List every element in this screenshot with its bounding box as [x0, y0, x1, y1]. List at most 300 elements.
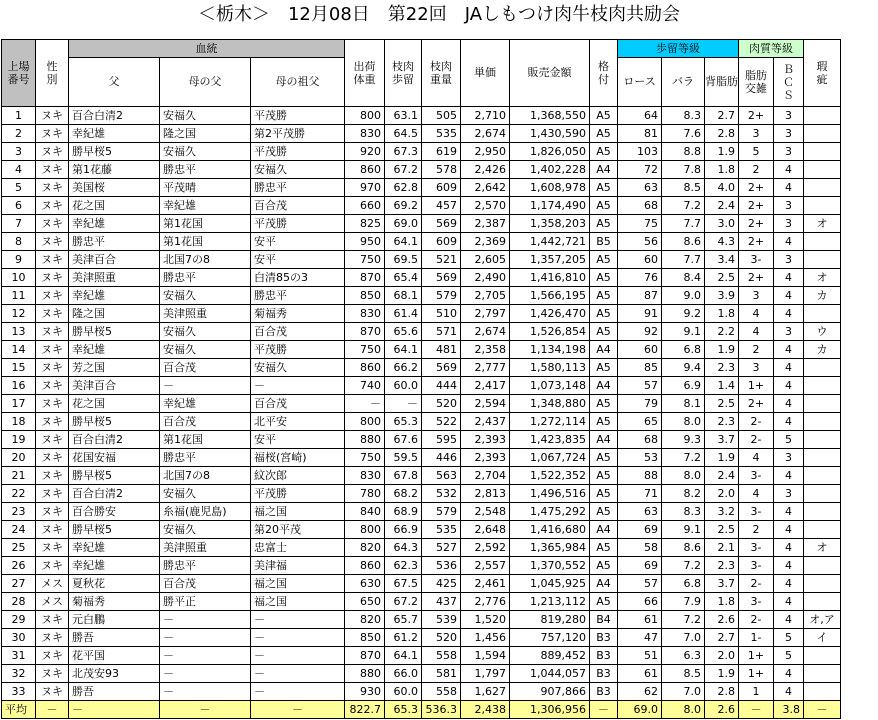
- cell-fat: 2.7: [705, 629, 739, 647]
- cell-father: 百合白清2: [69, 107, 160, 125]
- cell-father: 幸紀雄: [69, 287, 160, 305]
- cell-sex: ヌキ: [36, 431, 69, 449]
- cell-marbling: 3-: [739, 557, 774, 575]
- cell-mfather: 第1花国: [160, 233, 251, 251]
- cell-sex: ヌキ: [36, 143, 69, 161]
- col-header-bcs: Ｂ Ｃ Ｓ: [774, 58, 804, 107]
- cell-unit-price: 2,705: [461, 287, 510, 305]
- cell-mfather: 北国7の8: [160, 467, 251, 485]
- cell-bcs: 3: [774, 449, 804, 467]
- average-cell-bcs: 3.8: [774, 701, 804, 719]
- cell-no: 12: [2, 305, 36, 323]
- cell-carcass: 539: [422, 611, 461, 629]
- col-header-mgfather: 母の祖父: [251, 58, 345, 107]
- average-cell-loin: 69.0: [618, 701, 662, 719]
- average-cell-father: －: [69, 701, 160, 719]
- cell-unit-price: 2,592: [461, 539, 510, 557]
- cell-weight: 800: [345, 107, 385, 125]
- cell-mgfather: －: [251, 611, 345, 629]
- cell-carcass: 569: [422, 215, 461, 233]
- cell-bcs: 4: [774, 377, 804, 395]
- cell-bcs: 4: [774, 287, 804, 305]
- cell-sex: ヌキ: [36, 629, 69, 647]
- cell-carcass: 520: [422, 629, 461, 647]
- cell-sex: ヌキ: [36, 161, 69, 179]
- cell-sex: ヌキ: [36, 377, 69, 395]
- average-cell-carcass: 536.3: [422, 701, 461, 719]
- cell-sex: ヌキ: [36, 665, 69, 683]
- cell-carcass: 444: [422, 377, 461, 395]
- cell-marbling: 2+: [739, 197, 774, 215]
- col-header-carcass: 枝肉 重量: [422, 40, 461, 107]
- cell-grade: A5: [590, 467, 618, 485]
- cell-sex: ヌキ: [36, 107, 69, 125]
- cell-weight: 860: [345, 557, 385, 575]
- cell-sales: 1,213,112: [510, 593, 590, 611]
- cell-marbling: 4: [739, 305, 774, 323]
- cell-unit-price: 1,797: [461, 665, 510, 683]
- cell-sex: メス: [36, 593, 69, 611]
- cell-weight: 825: [345, 215, 385, 233]
- cell-mfather: －: [160, 647, 251, 665]
- cell-sales: 1,358,203: [510, 215, 590, 233]
- cell-unit-price: 2,710: [461, 107, 510, 125]
- cell-mgfather: －: [251, 683, 345, 701]
- cell-mfather: 勝忠平: [160, 557, 251, 575]
- cell-father: 勝吾: [69, 683, 160, 701]
- cell-no: 33: [2, 683, 36, 701]
- cell-mgfather: 菊福秀: [251, 305, 345, 323]
- cell-carcass: 521: [422, 251, 461, 269]
- cell-loin: 85: [618, 359, 662, 377]
- cell-fat: 4.0: [705, 179, 739, 197]
- cell-sales: 1,044,057: [510, 665, 590, 683]
- table-row: [2, 611, 841, 629]
- cell-sales: 1,580,113: [510, 359, 590, 377]
- cell-defect: [804, 107, 841, 125]
- cell-unit-price: 2,393: [461, 431, 510, 449]
- cell-carcass: 457: [422, 197, 461, 215]
- cell-no: 10: [2, 269, 36, 287]
- cell-unit-price: 2,642: [461, 179, 510, 197]
- table-row: [2, 575, 841, 593]
- cell-grade: B3: [590, 665, 618, 683]
- cell-yield: 63.1: [385, 107, 422, 125]
- cell-sales: 1,566,195: [510, 287, 590, 305]
- cell-carcass: 527: [422, 539, 461, 557]
- average-cell-unit-price: 2,438: [461, 701, 510, 719]
- cell-loin: 47: [618, 629, 662, 647]
- cell-fat: 1.9: [705, 143, 739, 161]
- cell-unit-price: 1,627: [461, 683, 510, 701]
- cell-rib: 8.6: [662, 539, 705, 557]
- cell-marbling: 3: [739, 125, 774, 143]
- cell-marbling: 3-: [739, 467, 774, 485]
- cell-father: 幸紀雄: [69, 539, 160, 557]
- cell-mfather: －: [160, 683, 251, 701]
- cell-marbling: 2+: [739, 269, 774, 287]
- table-row: [2, 467, 841, 485]
- cell-marbling: 3-: [739, 593, 774, 611]
- cell-unit-price: 2,776: [461, 593, 510, 611]
- cell-yield: 65.7: [385, 611, 422, 629]
- cell-mfather: 勝平正: [160, 593, 251, 611]
- cell-mgfather: 第2平茂勝: [251, 125, 345, 143]
- cell-father: 勝早桜5: [69, 413, 160, 431]
- cell-carcass: 571: [422, 323, 461, 341]
- average-cell-weight: 822.7: [345, 701, 385, 719]
- cell-no: 23: [2, 503, 36, 521]
- cell-rib: 7.2: [662, 197, 705, 215]
- cell-mgfather: 平茂勝: [251, 107, 345, 125]
- cell-weight: －: [345, 395, 385, 413]
- cell-marbling: 1-: [739, 629, 774, 647]
- cell-bcs: 4: [774, 341, 804, 359]
- cell-mfather: 百合茂: [160, 359, 251, 377]
- cell-sex: ヌキ: [36, 179, 69, 197]
- cell-father: 幸紀雄: [69, 215, 160, 233]
- cell-defect: [804, 431, 841, 449]
- table-row: [2, 449, 841, 467]
- cell-fat: 4.3: [705, 233, 739, 251]
- cell-mfather: 幸紀雄: [160, 395, 251, 413]
- cell-father: 花平国: [69, 647, 160, 665]
- cell-grade: A5: [590, 125, 618, 143]
- cell-father: 勝早桜5: [69, 521, 160, 539]
- cell-mfather: 百合茂: [160, 413, 251, 431]
- cell-father: 美津百合: [69, 377, 160, 395]
- cell-mgfather: 安平: [251, 251, 345, 269]
- cell-yield: 64.1: [385, 341, 422, 359]
- cell-weight: 820: [345, 539, 385, 557]
- cell-fat: 2.3: [705, 413, 739, 431]
- cell-bcs: 4: [774, 395, 804, 413]
- cell-sex: ヌキ: [36, 269, 69, 287]
- cell-father: 幸紀雄: [69, 125, 160, 143]
- cell-sales: 1,067,724: [510, 449, 590, 467]
- cell-fat: 3.7: [705, 431, 739, 449]
- cell-bcs: 5: [774, 647, 804, 665]
- cell-unit-price: 2,387: [461, 215, 510, 233]
- cell-rib: 7.0: [662, 683, 705, 701]
- cell-sales: 1,368,550: [510, 107, 590, 125]
- cell-sales: 757,120: [510, 629, 590, 647]
- table-row: [2, 413, 841, 431]
- cell-bcs: 3: [774, 197, 804, 215]
- cell-rib: 8.5: [662, 179, 705, 197]
- col-header-sex: 性 別: [36, 40, 69, 107]
- cell-loin: 76: [618, 269, 662, 287]
- cell-unit-price: 2,674: [461, 323, 510, 341]
- cell-weight: 870: [345, 269, 385, 287]
- cell-yield: 69.2: [385, 197, 422, 215]
- cell-mfather: 安福久: [160, 323, 251, 341]
- col-header-yield: 枝肉 歩留: [385, 40, 422, 107]
- cell-rib: 9.2: [662, 305, 705, 323]
- cell-sales: 1,526,854: [510, 323, 590, 341]
- cell-mgfather: 安平: [251, 431, 345, 449]
- cell-no: 17: [2, 395, 36, 413]
- cell-mgfather: 百合茂: [251, 323, 345, 341]
- cell-yield: 65.4: [385, 269, 422, 287]
- cell-yield: 61.4: [385, 305, 422, 323]
- cell-father: 勝忠平: [69, 233, 160, 251]
- cell-father: 第1花藤: [69, 161, 160, 179]
- cell-unit-price: 2,797: [461, 305, 510, 323]
- cell-defect: [804, 503, 841, 521]
- cell-grade: B3: [590, 629, 618, 647]
- cell-yield: 68.1: [385, 287, 422, 305]
- cell-rib: 8.4: [662, 269, 705, 287]
- cell-rib: 7.2: [662, 449, 705, 467]
- cell-sex: ヌキ: [36, 215, 69, 233]
- cell-carcass: 535: [422, 521, 461, 539]
- cell-grade: A5: [590, 107, 618, 125]
- cell-mfather: 美津照重: [160, 305, 251, 323]
- cell-grade: A5: [590, 395, 618, 413]
- cell-loin: 79: [618, 395, 662, 413]
- cell-fat: 2.8: [705, 125, 739, 143]
- cell-grade: A5: [590, 215, 618, 233]
- table-row: [2, 161, 841, 179]
- cell-sales: 1,134,198: [510, 341, 590, 359]
- average-cell-marbling: －: [739, 701, 774, 719]
- cell-sex: ヌキ: [36, 323, 69, 341]
- cell-bcs: 4: [774, 161, 804, 179]
- cell-yield: 65.3: [385, 413, 422, 431]
- col-header-father: 父: [69, 58, 160, 107]
- cell-unit-price: 2,417: [461, 377, 510, 395]
- cell-mfather: 勝忠平: [160, 269, 251, 287]
- cell-weight: 630: [345, 575, 385, 593]
- cell-sales: 1,430,590: [510, 125, 590, 143]
- cell-marbling: 2: [739, 341, 774, 359]
- cell-rib: 8.0: [662, 467, 705, 485]
- cell-father: 幸紀雄: [69, 341, 160, 359]
- cell-marbling: 2+: [739, 179, 774, 197]
- cell-mgfather: 平茂勝: [251, 485, 345, 503]
- cell-fat: 2.3: [705, 557, 739, 575]
- cell-mgfather: －: [251, 665, 345, 683]
- cell-rib: 9.4: [662, 359, 705, 377]
- cell-fat: 2.1: [705, 539, 739, 557]
- cell-mgfather: 安福久: [251, 359, 345, 377]
- average-cell-yield: 65.3: [385, 701, 422, 719]
- cell-loin: 62: [618, 683, 662, 701]
- cell-defect: [804, 125, 841, 143]
- cell-bcs: 4: [774, 179, 804, 197]
- cell-carcass: 569: [422, 269, 461, 287]
- table-row: [2, 665, 841, 683]
- cell-fat: 2.8: [705, 683, 739, 701]
- cell-carcass: 581: [422, 665, 461, 683]
- cell-grade: A5: [590, 539, 618, 557]
- cell-sex: ヌキ: [36, 233, 69, 251]
- cell-fat: 3.9: [705, 287, 739, 305]
- cell-bcs: 4: [774, 233, 804, 251]
- cell-carcass: 609: [422, 179, 461, 197]
- cell-defect: [804, 197, 841, 215]
- cell-fat: 2.6: [705, 611, 739, 629]
- cell-no: 11: [2, 287, 36, 305]
- cell-fat: 2.4: [705, 467, 739, 485]
- cell-carcass: 522: [422, 413, 461, 431]
- col-header-weight: 出荷 体重: [345, 40, 385, 107]
- cell-weight: 750: [345, 251, 385, 269]
- cell-rib: 9.0: [662, 287, 705, 305]
- cell-sex: ヌキ: [36, 683, 69, 701]
- cell-rib: 7.7: [662, 215, 705, 233]
- cell-fat: 2.5: [705, 521, 739, 539]
- cell-defect: [804, 305, 841, 323]
- cell-bcs: 3: [774, 125, 804, 143]
- cell-carcass: 510: [422, 305, 461, 323]
- cell-bcs: 4: [774, 305, 804, 323]
- cell-defect: ウ: [804, 323, 841, 341]
- table-row: [2, 125, 841, 143]
- col-header-yield-grade: 歩留等級: [618, 40, 739, 58]
- cell-bcs: 4: [774, 611, 804, 629]
- cell-loin: 57: [618, 575, 662, 593]
- cell-defect: [804, 377, 841, 395]
- cell-marbling: 4: [739, 449, 774, 467]
- cell-weight: 880: [345, 431, 385, 449]
- col-header-no: 上場 番号: [2, 40, 36, 107]
- cell-sex: ヌキ: [36, 647, 69, 665]
- cell-rib: 7.2: [662, 557, 705, 575]
- cell-defect: [804, 647, 841, 665]
- cell-fat: 1.4: [705, 377, 739, 395]
- cell-no: 2: [2, 125, 36, 143]
- cell-carcass: 563: [422, 467, 461, 485]
- cell-rib: 7.7: [662, 251, 705, 269]
- average-cell-sex: －: [36, 701, 69, 719]
- carcass-results-table: [1, 39, 841, 719]
- cell-marbling: 5: [739, 143, 774, 161]
- cell-carcass: 536: [422, 557, 461, 575]
- cell-weight: 970: [345, 179, 385, 197]
- cell-no: 29: [2, 611, 36, 629]
- cell-yield: 62.3: [385, 557, 422, 575]
- cell-rib: 8.1: [662, 395, 705, 413]
- cell-grade: A5: [590, 305, 618, 323]
- cell-weight: 780: [345, 485, 385, 503]
- cell-mfather: －: [160, 377, 251, 395]
- cell-mfather: 勝忠平: [160, 161, 251, 179]
- cell-mgfather: 忠富士: [251, 539, 345, 557]
- cell-sales: 1,073,148: [510, 377, 590, 395]
- cell-defect: [804, 575, 841, 593]
- cell-sales: 907,866: [510, 683, 590, 701]
- cell-weight: 800: [345, 521, 385, 539]
- cell-bcs: 4: [774, 521, 804, 539]
- cell-father: 菊福秀: [69, 593, 160, 611]
- cell-fat: 3.7: [705, 575, 739, 593]
- table-row: [2, 539, 841, 557]
- cell-weight: 830: [345, 467, 385, 485]
- cell-mfather: 安福久: [160, 107, 251, 125]
- cell-loin: 75: [618, 215, 662, 233]
- cell-bcs: 4: [774, 683, 804, 701]
- cell-father: 勝早桜5: [69, 467, 160, 485]
- average-label: 平均: [2, 701, 36, 719]
- cell-father: 百合白清2: [69, 431, 160, 449]
- cell-grade: A5: [590, 557, 618, 575]
- average-cell-sales: 1,306,956: [510, 701, 590, 719]
- cell-sex: ヌキ: [36, 197, 69, 215]
- cell-no: 4: [2, 161, 36, 179]
- cell-mgfather: 平茂勝: [251, 341, 345, 359]
- cell-weight: 830: [345, 125, 385, 143]
- cell-unit-price: 1,456: [461, 629, 510, 647]
- cell-rib: 8.6: [662, 233, 705, 251]
- cell-defect: [804, 251, 841, 269]
- cell-sales: 1,426,470: [510, 305, 590, 323]
- table-row: [2, 179, 841, 197]
- cell-mfather: 百合茂: [160, 575, 251, 593]
- cell-carcass: 535: [422, 125, 461, 143]
- cell-grade: B3: [590, 683, 618, 701]
- table-row: [2, 143, 841, 161]
- cell-rib: 8.3: [662, 107, 705, 125]
- cell-unit-price: 2,490: [461, 269, 510, 287]
- cell-yield: 62.8: [385, 179, 422, 197]
- cell-grade: A5: [590, 503, 618, 521]
- cell-fat: 2.5: [705, 269, 739, 287]
- table-row: [2, 377, 841, 395]
- cell-yield: 65.6: [385, 323, 422, 341]
- average-cell-rib: 8.0: [662, 701, 705, 719]
- col-header-loin: ロース: [618, 58, 662, 107]
- cell-defect: オ,ア: [804, 611, 841, 629]
- cell-fat: 1.9: [705, 449, 739, 467]
- cell-yield: 66.2: [385, 359, 422, 377]
- cell-mgfather: 福之国: [251, 593, 345, 611]
- cell-grade: A5: [590, 359, 618, 377]
- table-row: [2, 359, 841, 377]
- cell-unit-price: 2,461: [461, 575, 510, 593]
- cell-father: 隆之国: [69, 305, 160, 323]
- cell-loin: 69: [618, 557, 662, 575]
- cell-loin: 58: [618, 539, 662, 557]
- cell-fat: 2.0: [705, 647, 739, 665]
- cell-no: 14: [2, 341, 36, 359]
- cell-marbling: 2: [739, 521, 774, 539]
- cell-yield: 69.0: [385, 215, 422, 233]
- cell-unit-price: 2,437: [461, 413, 510, 431]
- cell-sales: 1,608,978: [510, 179, 590, 197]
- cell-no: 19: [2, 431, 36, 449]
- cell-yield: 68.9: [385, 503, 422, 521]
- cell-defect: [804, 161, 841, 179]
- cell-bcs: 3: [774, 251, 804, 269]
- cell-grade: A5: [590, 449, 618, 467]
- cell-mfather: 北国7の8: [160, 251, 251, 269]
- cell-grade: A5: [590, 197, 618, 215]
- cell-carcass: 578: [422, 161, 461, 179]
- cell-marbling: 4: [739, 485, 774, 503]
- col-header-quality-grade: 肉質等級: [739, 40, 804, 58]
- cell-father: 百合白清2: [69, 485, 160, 503]
- col-header-fat: 背脂肪: [705, 58, 739, 107]
- cell-sex: ヌキ: [36, 557, 69, 575]
- table-row: [2, 683, 841, 701]
- cell-loin: 65: [618, 413, 662, 431]
- cell-loin: 71: [618, 485, 662, 503]
- cell-yield: 69.5: [385, 251, 422, 269]
- cell-bcs: 3: [774, 485, 804, 503]
- cell-loin: 72: [618, 161, 662, 179]
